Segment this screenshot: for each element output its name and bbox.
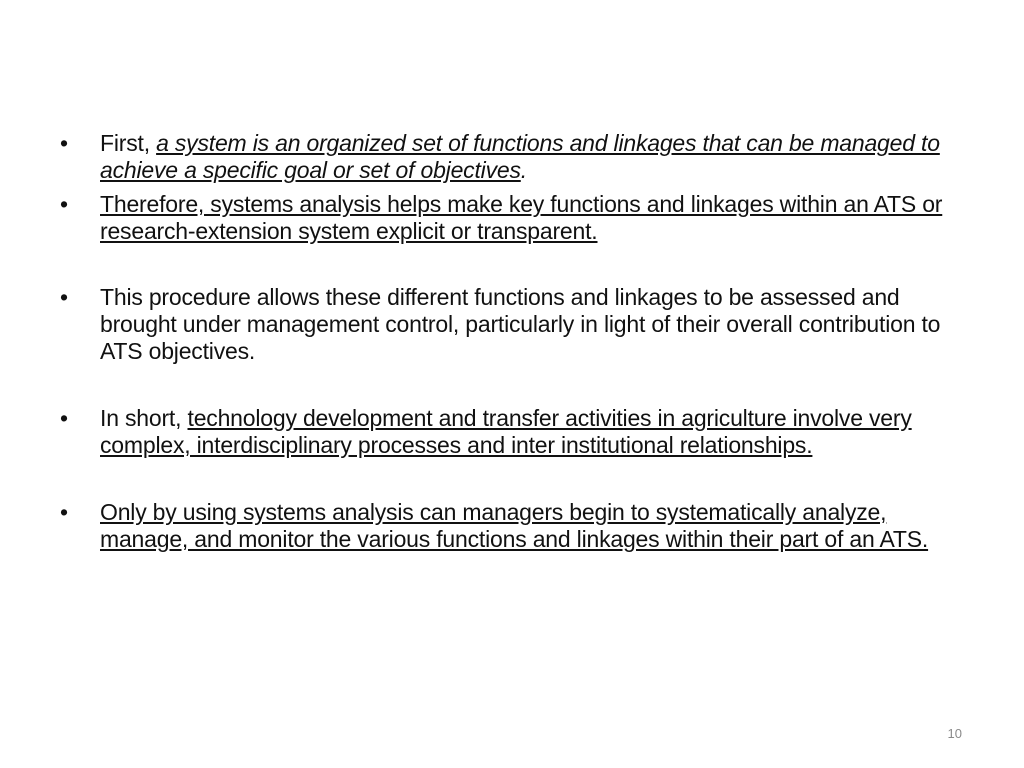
bullet-icon: • bbox=[60, 284, 68, 310]
bullet-emphasis-text: a system is an organized set of functions and linkages that can be managed to achieve a specific goal or set of objectives bbox=[100, 130, 940, 183]
bullet-tail-text: . bbox=[520, 157, 527, 183]
bullet-lead-text: First, bbox=[100, 130, 157, 156]
bullet-item-in-short bbox=[60, 405, 960, 459]
page-number: 10 bbox=[947, 726, 962, 741]
bullet-item-only-by bbox=[60, 499, 960, 553]
bullet-item-procedure bbox=[60, 284, 960, 365]
bullet-icon: • bbox=[60, 405, 68, 431]
bullet-icon: • bbox=[60, 191, 68, 217]
bullet-icon: • bbox=[60, 499, 68, 525]
bullet-underlined-text: Therefore, systems analysis helps make key functions and linkages within an ATS or research-extension system explicit or transparent. bbox=[100, 191, 943, 244]
bullet-item-therefore bbox=[60, 191, 960, 245]
bullet-lead-text: In short, bbox=[100, 405, 188, 431]
bullet-plain-text: This procedure allows these different functions and linkages to be assessed and brought under management control, particularly in light of their overall contribution to ATS objectives. bbox=[100, 284, 941, 364]
bullet-item-system-definition bbox=[60, 130, 960, 184]
bullet-list bbox=[60, 130, 960, 553]
bullet-icon: • bbox=[60, 130, 68, 156]
bullet-underlined-text: technology development and transfer activities in agriculture involve very complex, interdisciplinary processes and inter institutional relationships. bbox=[100, 405, 912, 458]
bullet-underlined-text: Only by using systems analysis can managers begin to systematically analyze, manage, and monitor the various functions and linkages within their part of an ATS. bbox=[100, 499, 929, 552]
